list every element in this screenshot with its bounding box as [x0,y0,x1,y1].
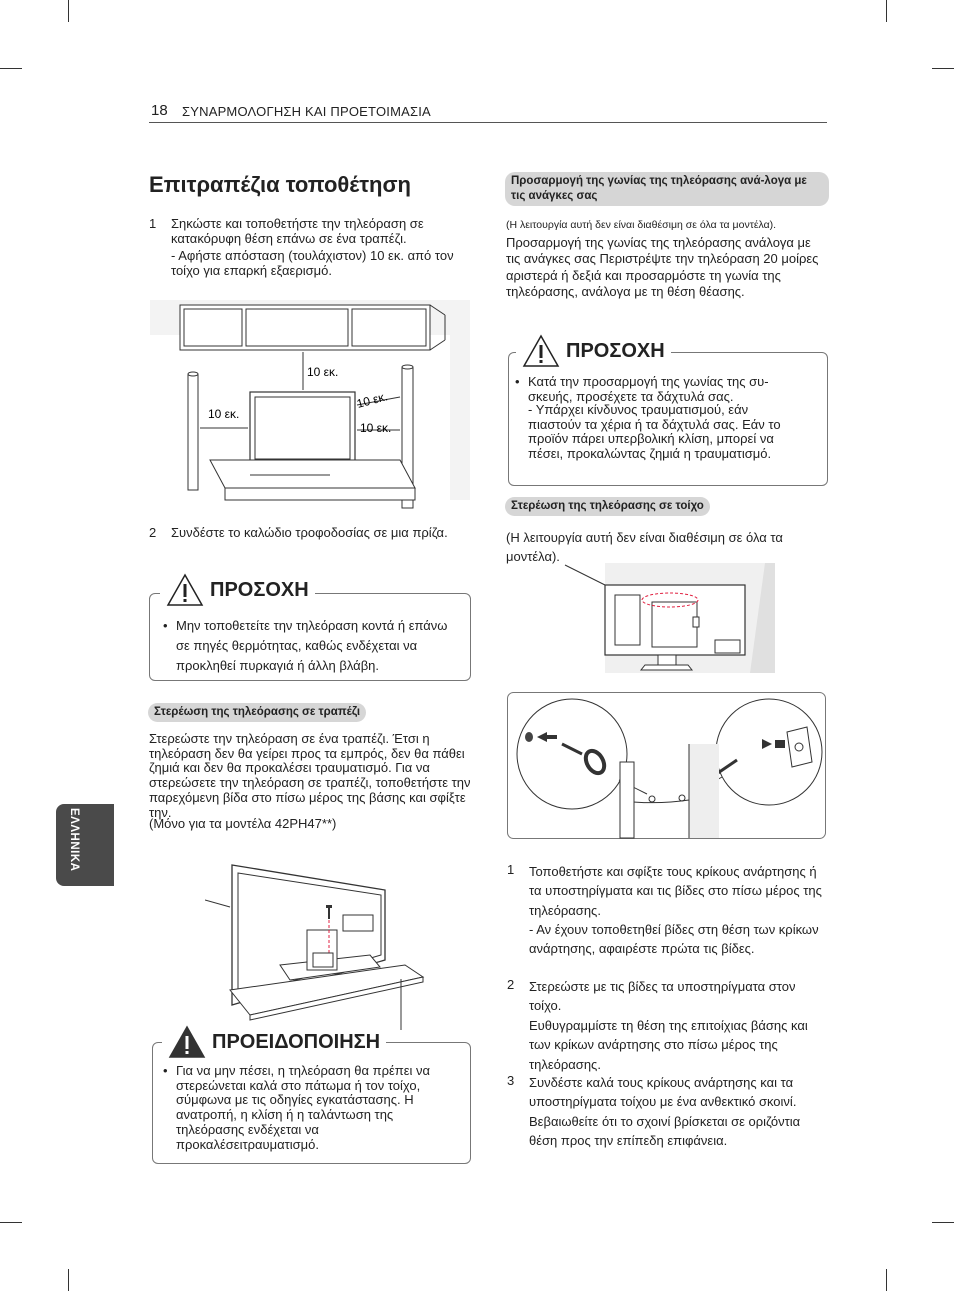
step-subnote: - Αφήστε απόσταση (τουλάχιστον) 10 εκ. από τον τοίχο για επαρκή εξαερισμό. [171,248,454,278]
step-text: Στερεώστε με τις βίδες τα υποστηρίγματα στον τοίχο. [529,979,796,1014]
language-tab-label: ΕΛΛΗΝΙΚΑ [68,808,80,872]
tv-stand-illustration [150,300,475,515]
crop-mark [68,1269,69,1291]
caution-text: Κατά την προσαρμογή της γωνίας της συ-σκευής, προσέχετε τα δάχτυλά σας. [528,374,769,404]
crop-mark [886,1269,887,1291]
step-text: Συνδέστε το καλώδιο τροφοδοσίας σε μια πρίζα. [171,525,448,540]
warning-triangle-icon [522,334,560,368]
warning-bullet-item [163,1063,454,1152]
subheading-angle: Προσαρμογή της γωνίας της τηλεόρασης ανά-λογα με τις ανάγκες σας [505,172,829,206]
warning-heading [162,1022,386,1062]
caution-bullet-item [515,374,794,404]
step-text: Σηκώστε και τοποθετήστε την τηλεόραση σε κατακόρυφη θέση επάνω σε ένα τραπέζι. [171,216,424,246]
step-subnote: - Αν έχουν τοποθετηθεί βίδες στη θέση των κρίκων ανάρτησης, αφαιρέστε πρώτα τις βίδες. [529,922,819,957]
clearance-label-right-bottom: 10 εκ. [360,421,392,435]
caution-title: ΠΡΟΣΟΧΗ [566,339,665,362]
caution-text: Μην τοποθετείτε την τηλεόραση κοντά ή επάνω σε πηγές θερμότητας, καθώς ενδέχεται να προκληθεί πυρκαγιά ή άλλη βλάβη. [176,618,448,673]
bullet-dot: • [163,618,168,633]
step-number: 3 [507,1073,515,1088]
wall-note: (Η λειτουργία αυτή δεν είναι διαθέσιμη σε όλα τα μοντέλα). [506,530,783,564]
bullet-dot: • [515,374,520,389]
table-fixing-illustration [205,855,430,1030]
caution-heading [516,331,671,371]
section-title: ΣΥΝΑΡΜΟΛΟΓΗΣΗ ΚΑΙ ΠΡΟΕΤΟΙΜΑΣΙΑ [182,104,431,119]
step-number: 1 [507,862,515,877]
page-title: Επιτραπέζια τοποθέτηση [149,172,411,197]
step-text: Τοποθετήστε και σφίξτε τους κρίκους ανάρτησης ή τα υποστηρίγματα και τις βίδες στο πίσω μέρος της τηλεόρασης. [529,864,822,918]
warning-title: ΠΡΟΕΙΔΟΠΟΙΗΣΗ [212,1030,381,1053]
bullet-dot: • [163,1063,168,1078]
subheading-table-fixing: Στερέωση της τηλεόρασης σε τραπέζι [148,703,366,722]
warning-triangle-icon [166,573,204,607]
language-tab [56,804,114,886]
crop-mark [0,1222,22,1223]
table-fixing-note: (Μόνο για τα μοντέλα 42PH47**) [149,816,337,831]
angle-note: (Η λειτουργία αυτή δεν είναι διαθέσιμη σε όλα τα μοντέλα). [506,219,777,231]
page-number: 18 [151,102,168,119]
step-number: 2 [507,977,515,992]
step-subnote: Ευθυγραμμίστε τη θέση της επιτοίχιας βάσης και των κρίκων ανάρτησης στο πίσω μέρος της τηλεόρασης. [529,1018,808,1072]
caution-subnote: - Υπάρχει κίνδυνος τραυματισμού, εάν πιαστούν τα χέρια ή τα δάχτυλά σας. Εάν το προϊόν πάρει υπερβολική κλίση, μπορεί να πέσει, προκαλώντας ζημιά η τραυματισμό. [528,402,781,462]
step-number: 1 [149,216,157,231]
crop-mark [886,0,887,22]
crop-mark [68,0,69,22]
table-fixing-paragraph: Στερεώστε την τηλεόραση σε ένα τραπέζι. Έτσι η τηλεόραση δεν θα γείρει προς τα εμπρός, δεν θα πάθει ζημιά και δεν θα προκαλέσει τραυματισμό. Για να στερεώσετε την τηλεόραση σε τραπέζι, τοποθετήστε την παρεχόμενη βίδα στο πίσω μέρος της βάσης και σφίξτε την. [149,731,471,820]
clearance-label-left: 10 εκ. [208,407,240,421]
crop-mark [932,68,954,69]
caution-bullet-item [163,616,460,676]
caution-title: ΠΡΟΣΟΧΗ [210,578,309,601]
warning-triangle-filled-icon [168,1025,206,1059]
crop-mark [932,1222,954,1223]
clearance-label-top: 10 εκ. [307,365,339,379]
angle-text: Προσαρμογή της γωνίας της τηλεόρασης ανάλογα με τις ανάγκες σας Περιστρέψτε την τηλεόραση 20 μοίρες αριστερά ή δεξιά και προσαρμόστε τη γωνία της τηλεόρασης, ανάλογα με τη θέση θέασης. [506,235,819,299]
step-number: 2 [149,525,157,540]
wall-bracket-detail-illustration [507,692,827,840]
clearance-label-right-top: 10 εκ. [355,389,390,411]
tv-wall-back-illustration [560,560,780,680]
caution-heading [160,570,315,610]
subheading-wall-fixing: Στερέωση της τηλεόρασης σε τοίχο [505,497,710,516]
step-text: Συνδέστε καλά τους κρίκους ανάρτησης και τα υποστηρίγματα τοίχου με ένα ανθεκτικό σκοινί. Βεβαιωθείτε ότι το σχοινί βρίσκεται σε οριζόντια θέση προς την επίπεδη επιφάνεια. [529,1075,801,1148]
header-rule [149,122,827,123]
warning-text: Για να μην πέσει, η τηλεόραση θα πρέπει να στερεώνεται καλά στο πάτωμα ή τον τοίχο, σύμφωνα με τις οδηγίες εγκατάστασης. Η ανατροπή, η κλίση ή η ταλάντωση της τηλεόρασης ενδέχεται να προκαλέσειτραυματισμό. [176,1063,431,1152]
crop-mark [0,68,22,69]
